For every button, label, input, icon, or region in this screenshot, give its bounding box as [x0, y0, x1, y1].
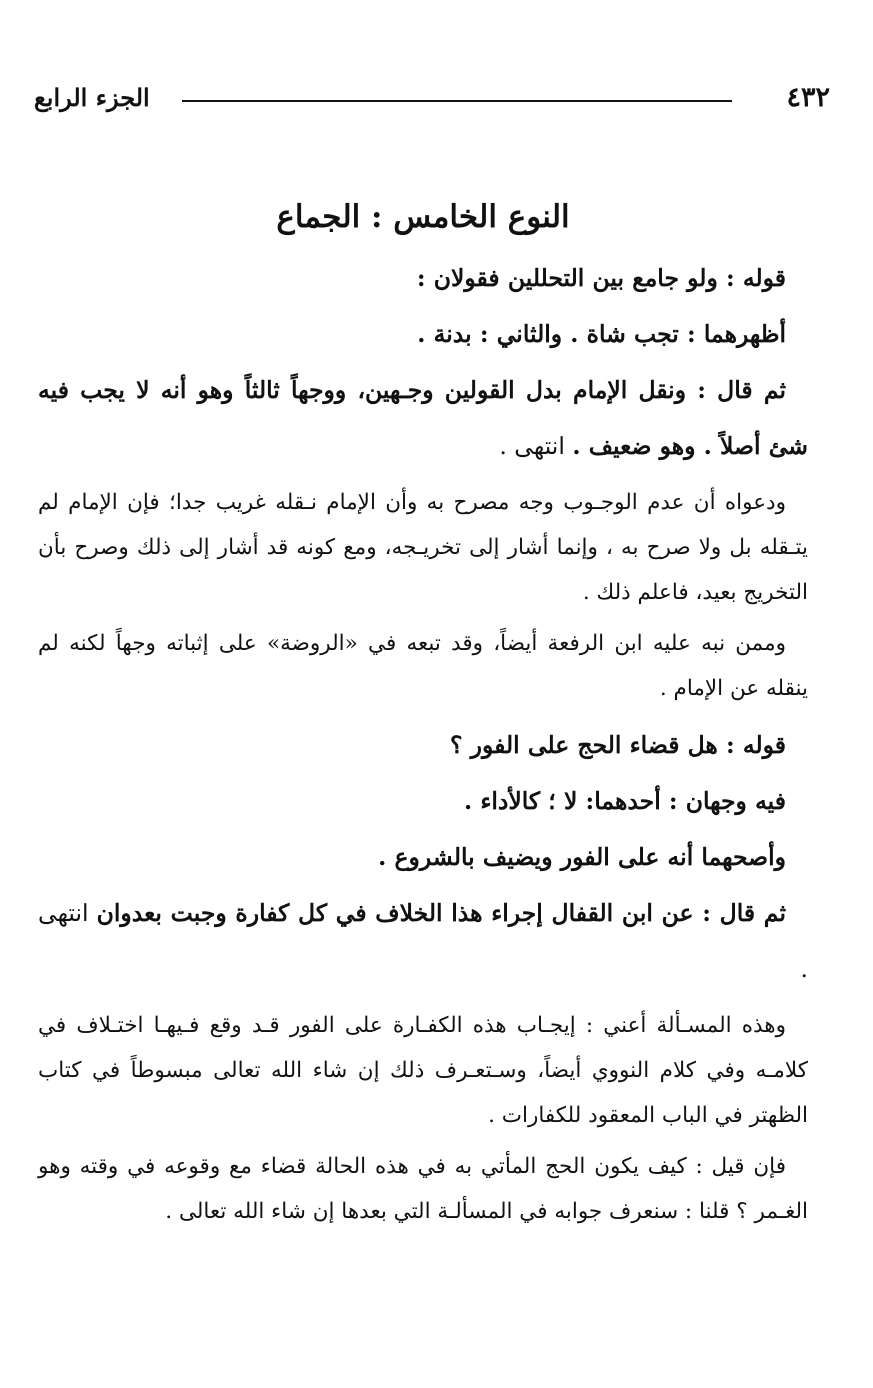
quote-text: ثم قال : ونقل الإمام بدل القولين وجـهين، ووجهاً ثالثاً وهو أنه لا يجب فيه شئ أصلاً . وهو ضعيف . [38, 376, 808, 460]
running-title: الجزء الرابع [34, 83, 150, 112]
quote-text: أظهرهما : تجب شاة . والثاني : بدنة . [417, 320, 786, 348]
section-title: النوع الخامس : الجماع [276, 199, 570, 235]
page-body [38, 186, 808, 1240]
commentary-paragraph: وممن نبه عليه ابن الرفعة أيضاً، وقد تبعه في «الروضة» على إثباته وجهاً لكنه لم ينقله عن الإمام . [38, 631, 808, 701]
quote-paragraph [38, 717, 808, 773]
commentary-paragraph: فإن قيل : كيف يكون الحج المأتي به في هذه الحالة قضاء مع وقوعه في وقته وهو الغـمر ؟ قلنا : سنعرف جوابه في المسألـة التي بعدها إن شاء الله تعالى . [38, 1154, 808, 1224]
quote-tail: انتهى . [499, 432, 573, 460]
commentary-paragraph: وهذه المسـألة أعني : إيجـاب هذه الكفـارة على الفور قـد وقع فـيهـا اختـلاف في كلامـه وفي كلام النووي أيضاً، وسـتعـرف ذلك إن شاء الله تعالى مبسوطاً في كتاب الظهتر في الباب المعقود للكفارات . [38, 1013, 808, 1128]
commentary-paragraph: ودعواه أن عدم الوجـوب وجه مصرح به وأن الإمام نـقله غريب جدا؛ فإن الإمام لم يتـقله بل ولا صرح به ، وإنما أشار إلى تخريـجه، ومع كونه قد أشار إلى ذلك وصرح بأن التخريج بعيد، فاعلم ذلك . [38, 490, 808, 605]
quote-paragraph [38, 885, 808, 997]
quote-paragraph [38, 773, 808, 829]
quote-text: ثم قال : عن ابن القفال إجراء هذا الخلاف في كل كفارة وجبت بعدوان [96, 899, 786, 927]
quote-text: فيه وجهان : أحدهما: لا ؛ كالأداء . [463, 787, 786, 815]
quote-text: قوله : ولو جامع بين التحللين فقولان : [416, 264, 786, 292]
quote-paragraph [38, 306, 808, 362]
page-number: ٤٣٢ [786, 82, 830, 113]
quote-paragraph [38, 250, 808, 306]
header-rule [182, 100, 732, 102]
quote-paragraph [38, 362, 808, 474]
quote-text: وأصحهما أنه على الفور ويضيف بالشروع . [378, 843, 786, 871]
quote-text: قوله : هل قضاء الحج على الفور ؟ [449, 731, 786, 759]
quote-paragraph [38, 829, 808, 885]
page-header [34, 78, 830, 118]
quote-tail: انتهى . [38, 899, 808, 983]
